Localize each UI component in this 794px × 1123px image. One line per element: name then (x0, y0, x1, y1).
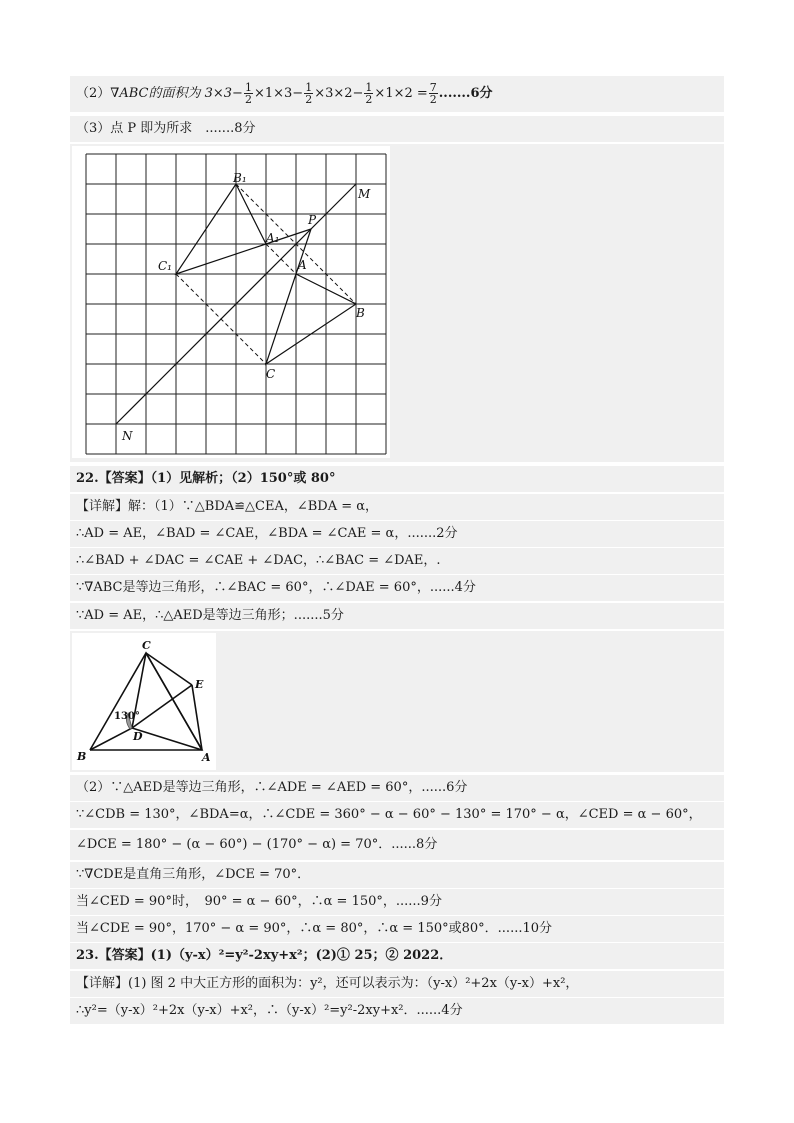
q23-answer: 23.【答案】(1)（y-x）²=y²-2xy+x²；(2)① 25；② 2022． (70, 943, 724, 969)
q22-part2-4: ∵∇CDE是直角三角形，∠DCE = 70°． (70, 862, 724, 888)
grid-diagram (72, 146, 390, 458)
point-p-line: （3）点 P 即为所求 .......8分 (70, 116, 724, 142)
label-a: A (298, 258, 307, 272)
triangle-figure (72, 633, 216, 770)
fraction: $\frac{1}{2}$ (244, 81, 252, 106)
q22-detail-4: ∵∇ABC是等边三角形，∴∠BAC = 60°，∴∠DAE = 60°，......4分 (70, 575, 724, 601)
text-segment: ×1×2 = (374, 86, 428, 101)
q22-answer: 22.【答案】（1）见解析；（2）150°或 80° (70, 466, 724, 492)
q22-part2-1: （2）∵△AED是等边三角形，∴∠ADE = ∠AED = 60°，......6分 (70, 775, 724, 801)
label-a1: A₁ (266, 231, 280, 245)
q22-part2-6: 当∠CDE = 90°，170° − α = 90°，∴α = 80°，∴α = 150°或80°．......10分 (70, 916, 724, 942)
q23-detail-1: 【详解】(1) 图 2 中大正方形的面积为：y²，还可以表示为：（y-x）²+2x（y-x）+x²， (70, 971, 724, 997)
q22-detail-2: ∴AD = AE，∠BAD = ∠CAE，∠BDA = ∠CAE = α，.......2分 (70, 521, 724, 547)
label-d: D (133, 730, 143, 743)
label-m: M (358, 187, 371, 201)
label-b: B (356, 306, 365, 320)
area-calculation-line (70, 76, 724, 112)
score-text: .......6分 (438, 86, 493, 101)
label-c1: C₁ (158, 259, 172, 273)
label-a: A (202, 751, 211, 764)
label-n: N (122, 429, 133, 443)
label-b: B (77, 750, 87, 763)
q22-detail-3: ∴∠BAD + ∠DAC = ∠CAE + ∠DAC，∴∠BAC = ∠DAE，. (70, 548, 724, 574)
triangle-diagram (72, 633, 216, 770)
q22-detail-1: 【详解】解：（1）∵△BDA≌△CEA，∠BDA = α， (70, 494, 724, 520)
label-c: C (142, 639, 151, 652)
fraction: $\frac{1}{2}$ (305, 81, 313, 106)
q22-part2-5: 当∠CED = 90°时， 90° = α − 60°，∴α = 150°，......9分 (70, 889, 724, 915)
q22-detail-5: ∵AD = AE，∴△AED是等边三角形；.......5分 (70, 603, 724, 629)
label-b1: B₁ (233, 171, 247, 185)
grid-figure (72, 146, 390, 458)
q23-detail-2: ∴y²=（y-x）²+2x（y-x）+x²，∴（y-x）²=y²-2xy+x²．......4分 (70, 998, 724, 1024)
label-p: P (308, 213, 317, 227)
label-e: E (195, 678, 204, 691)
fraction: $\frac{7}{2}$ (429, 81, 437, 106)
angle-label: 130° (114, 711, 140, 722)
text-segment: ×1×3− (253, 86, 304, 101)
triangle-a1b1c1 (176, 184, 266, 274)
part-label: （2） (76, 86, 111, 101)
fraction: $\frac{1}{2}$ (365, 81, 373, 106)
label-c: C (266, 367, 276, 381)
text-segment: ×3×2− (314, 86, 364, 101)
q22-part2-3: ∠DCE = 180° − (α − 60°) − (170° − α) = 70°．......8分 (70, 830, 724, 860)
q22-part2-2: ∵∠CDB = 130°，∠BDA=α，∴∠CDE = 360° − α − 60° − 130° = 170° − α，∠CED = α − 60°， (70, 802, 724, 828)
triangle-abc (266, 274, 356, 364)
text-segment: ∇ABC的面积为 3×3− (110, 86, 243, 101)
